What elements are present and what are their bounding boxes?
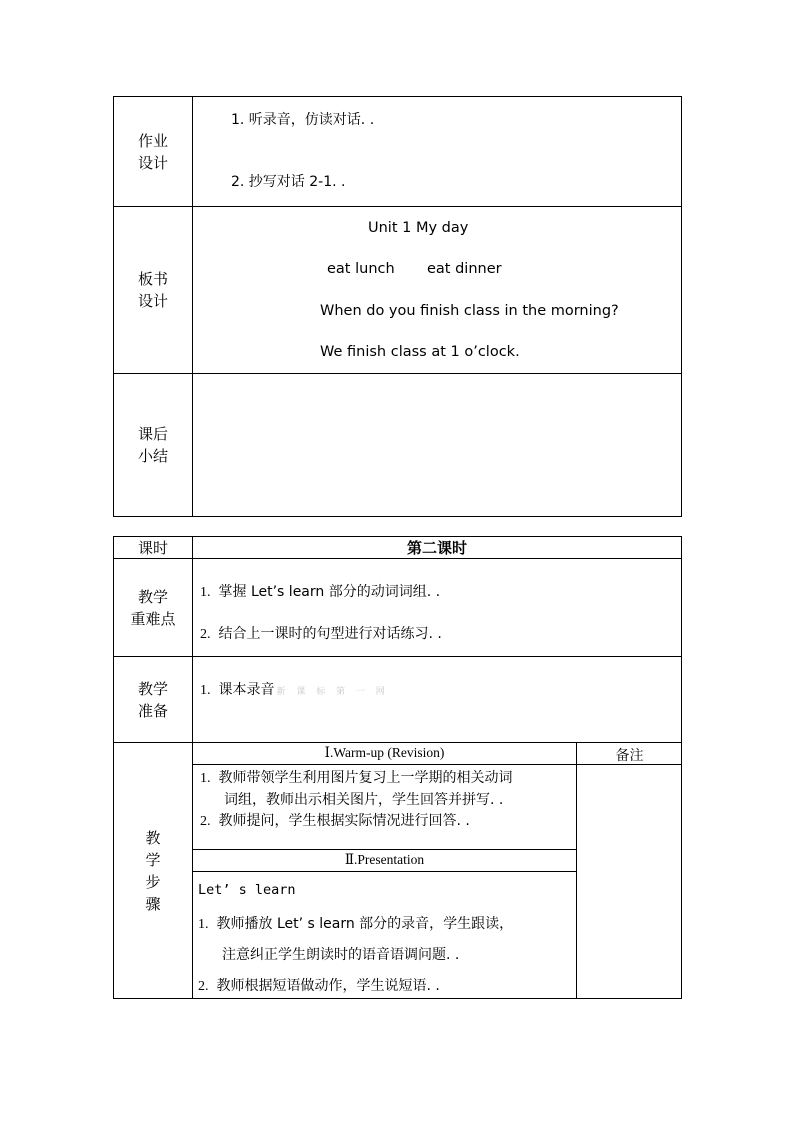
- summary-row: [114, 374, 682, 517]
- pres-item-2: [198, 975, 440, 995]
- board-phrase-1: eat lunch: [327, 261, 395, 277]
- notes-header: 备注: [615, 748, 644, 764]
- preparation-label: [114, 657, 193, 743]
- steps-label-char-2: 学: [145, 850, 161, 869]
- notes-column-divider: [576, 743, 577, 998]
- warmup-bottom-divider: [193, 849, 576, 850]
- preparation-label-line1: 教学: [137, 679, 168, 698]
- watermark-text: 新 课 标 第 一 网: [276, 687, 389, 697]
- warmup-item-2: [200, 810, 470, 830]
- board-content: [193, 207, 682, 374]
- steps-label-char-1: 教: [145, 828, 161, 847]
- pres-item-1-line-1: [198, 913, 513, 933]
- steps-label: [114, 743, 193, 999]
- warmup-item-1-number: 1.: [200, 771, 211, 786]
- key-points-label: [114, 559, 193, 657]
- steps-row: [114, 743, 682, 999]
- key-point-1: [200, 581, 440, 601]
- board-label-line1: 板书: [137, 270, 168, 288]
- board-answer: We finish class at 1 o’clock.: [320, 344, 520, 360]
- key-points-row: [114, 559, 682, 657]
- steps-label-char-4: 骤: [145, 894, 161, 913]
- preparation-item-1: [200, 679, 389, 699]
- board-label: [114, 207, 193, 374]
- board-label-line2: 设计: [137, 292, 168, 310]
- homework-content: [193, 97, 682, 207]
- preparation-item-1-number: 1.: [200, 683, 211, 698]
- lesson-plan-table-1: [113, 96, 682, 517]
- homework-label-line1: 作业: [137, 131, 168, 150]
- key-point-1-text: 掌握 Let’s learn 部分的动词词组. .: [218, 584, 441, 600]
- summary-label-line2: 小结: [137, 447, 168, 465]
- preparation-item-1-text: 课本录音: [218, 682, 275, 698]
- warmup-item-2-text: 教师提问，学生根据实际情况进行回答. .: [218, 813, 470, 829]
- homework-item-2: 2. 抄写对话 2-1. .: [231, 174, 346, 190]
- period-row: [114, 537, 682, 559]
- lets-learn-label: Let’ s learn: [198, 882, 296, 898]
- pres-item-1-text-1: 教师播放 Let’ s learn 部分的录音，学生跟读，: [216, 916, 514, 932]
- period-label: 课时: [114, 537, 193, 559]
- key-point-2-text: 结合上一课时的句型进行对话练习. .: [218, 626, 442, 642]
- presentation-title-divider: [193, 871, 576, 872]
- summary-label-line1: 课后: [137, 425, 168, 443]
- board-title: Unit 1 My day: [368, 220, 469, 236]
- pres-item-1-number: 1.: [198, 917, 209, 932]
- key-points-label-line1: 教学: [137, 587, 168, 606]
- preparation-label-line2: 准备: [137, 701, 168, 720]
- pres-item-2-number: 2.: [198, 979, 209, 994]
- homework-label: [114, 97, 193, 207]
- key-point-1-number: 1.: [200, 585, 211, 600]
- summary-content: [193, 374, 682, 517]
- warmup-title: Ⅰ.Warm-up (Revision): [324, 745, 445, 760]
- summary-label: [114, 374, 193, 517]
- board-row: [114, 207, 682, 374]
- presentation-title: Ⅱ.Presentation: [344, 852, 425, 867]
- key-points-label-line2: 重难点: [130, 609, 176, 628]
- homework-row: [114, 97, 682, 207]
- key-point-2: [200, 623, 442, 643]
- lesson-plan-table-2: [113, 536, 682, 999]
- pres-item-1-line-2: 注意纠正学生朗读时的语音语调问题. .: [222, 947, 460, 963]
- pres-item-2-text: 教师根据短语做动作，学生说短语. .: [216, 978, 440, 994]
- warmup-item-1-line-2: 词组，教师出示相关图片，学生回答并拼写. .: [224, 792, 504, 808]
- steps-content: [193, 743, 682, 999]
- warmup-item-1-text-1: 教师带领学生利用图片复习上一学期的相关动词: [218, 770, 513, 786]
- period-value: 第二课时: [193, 537, 682, 559]
- key-points-content: [193, 559, 682, 657]
- preparation-row: [114, 657, 682, 743]
- warmup-item-2-number: 2.: [200, 814, 211, 829]
- homework-item-1: 1. 听录音，仿读对话. .: [231, 112, 375, 128]
- homework-label-line2: 设计: [137, 153, 168, 172]
- board-phrase-2: eat dinner: [427, 261, 502, 277]
- warmup-item-1-line-1: [200, 767, 513, 787]
- board-question: When do you finish class in the morning?: [320, 303, 619, 319]
- preparation-content: [193, 657, 682, 743]
- key-point-2-number: 2.: [200, 627, 211, 642]
- steps-label-char-3: 步: [145, 872, 161, 891]
